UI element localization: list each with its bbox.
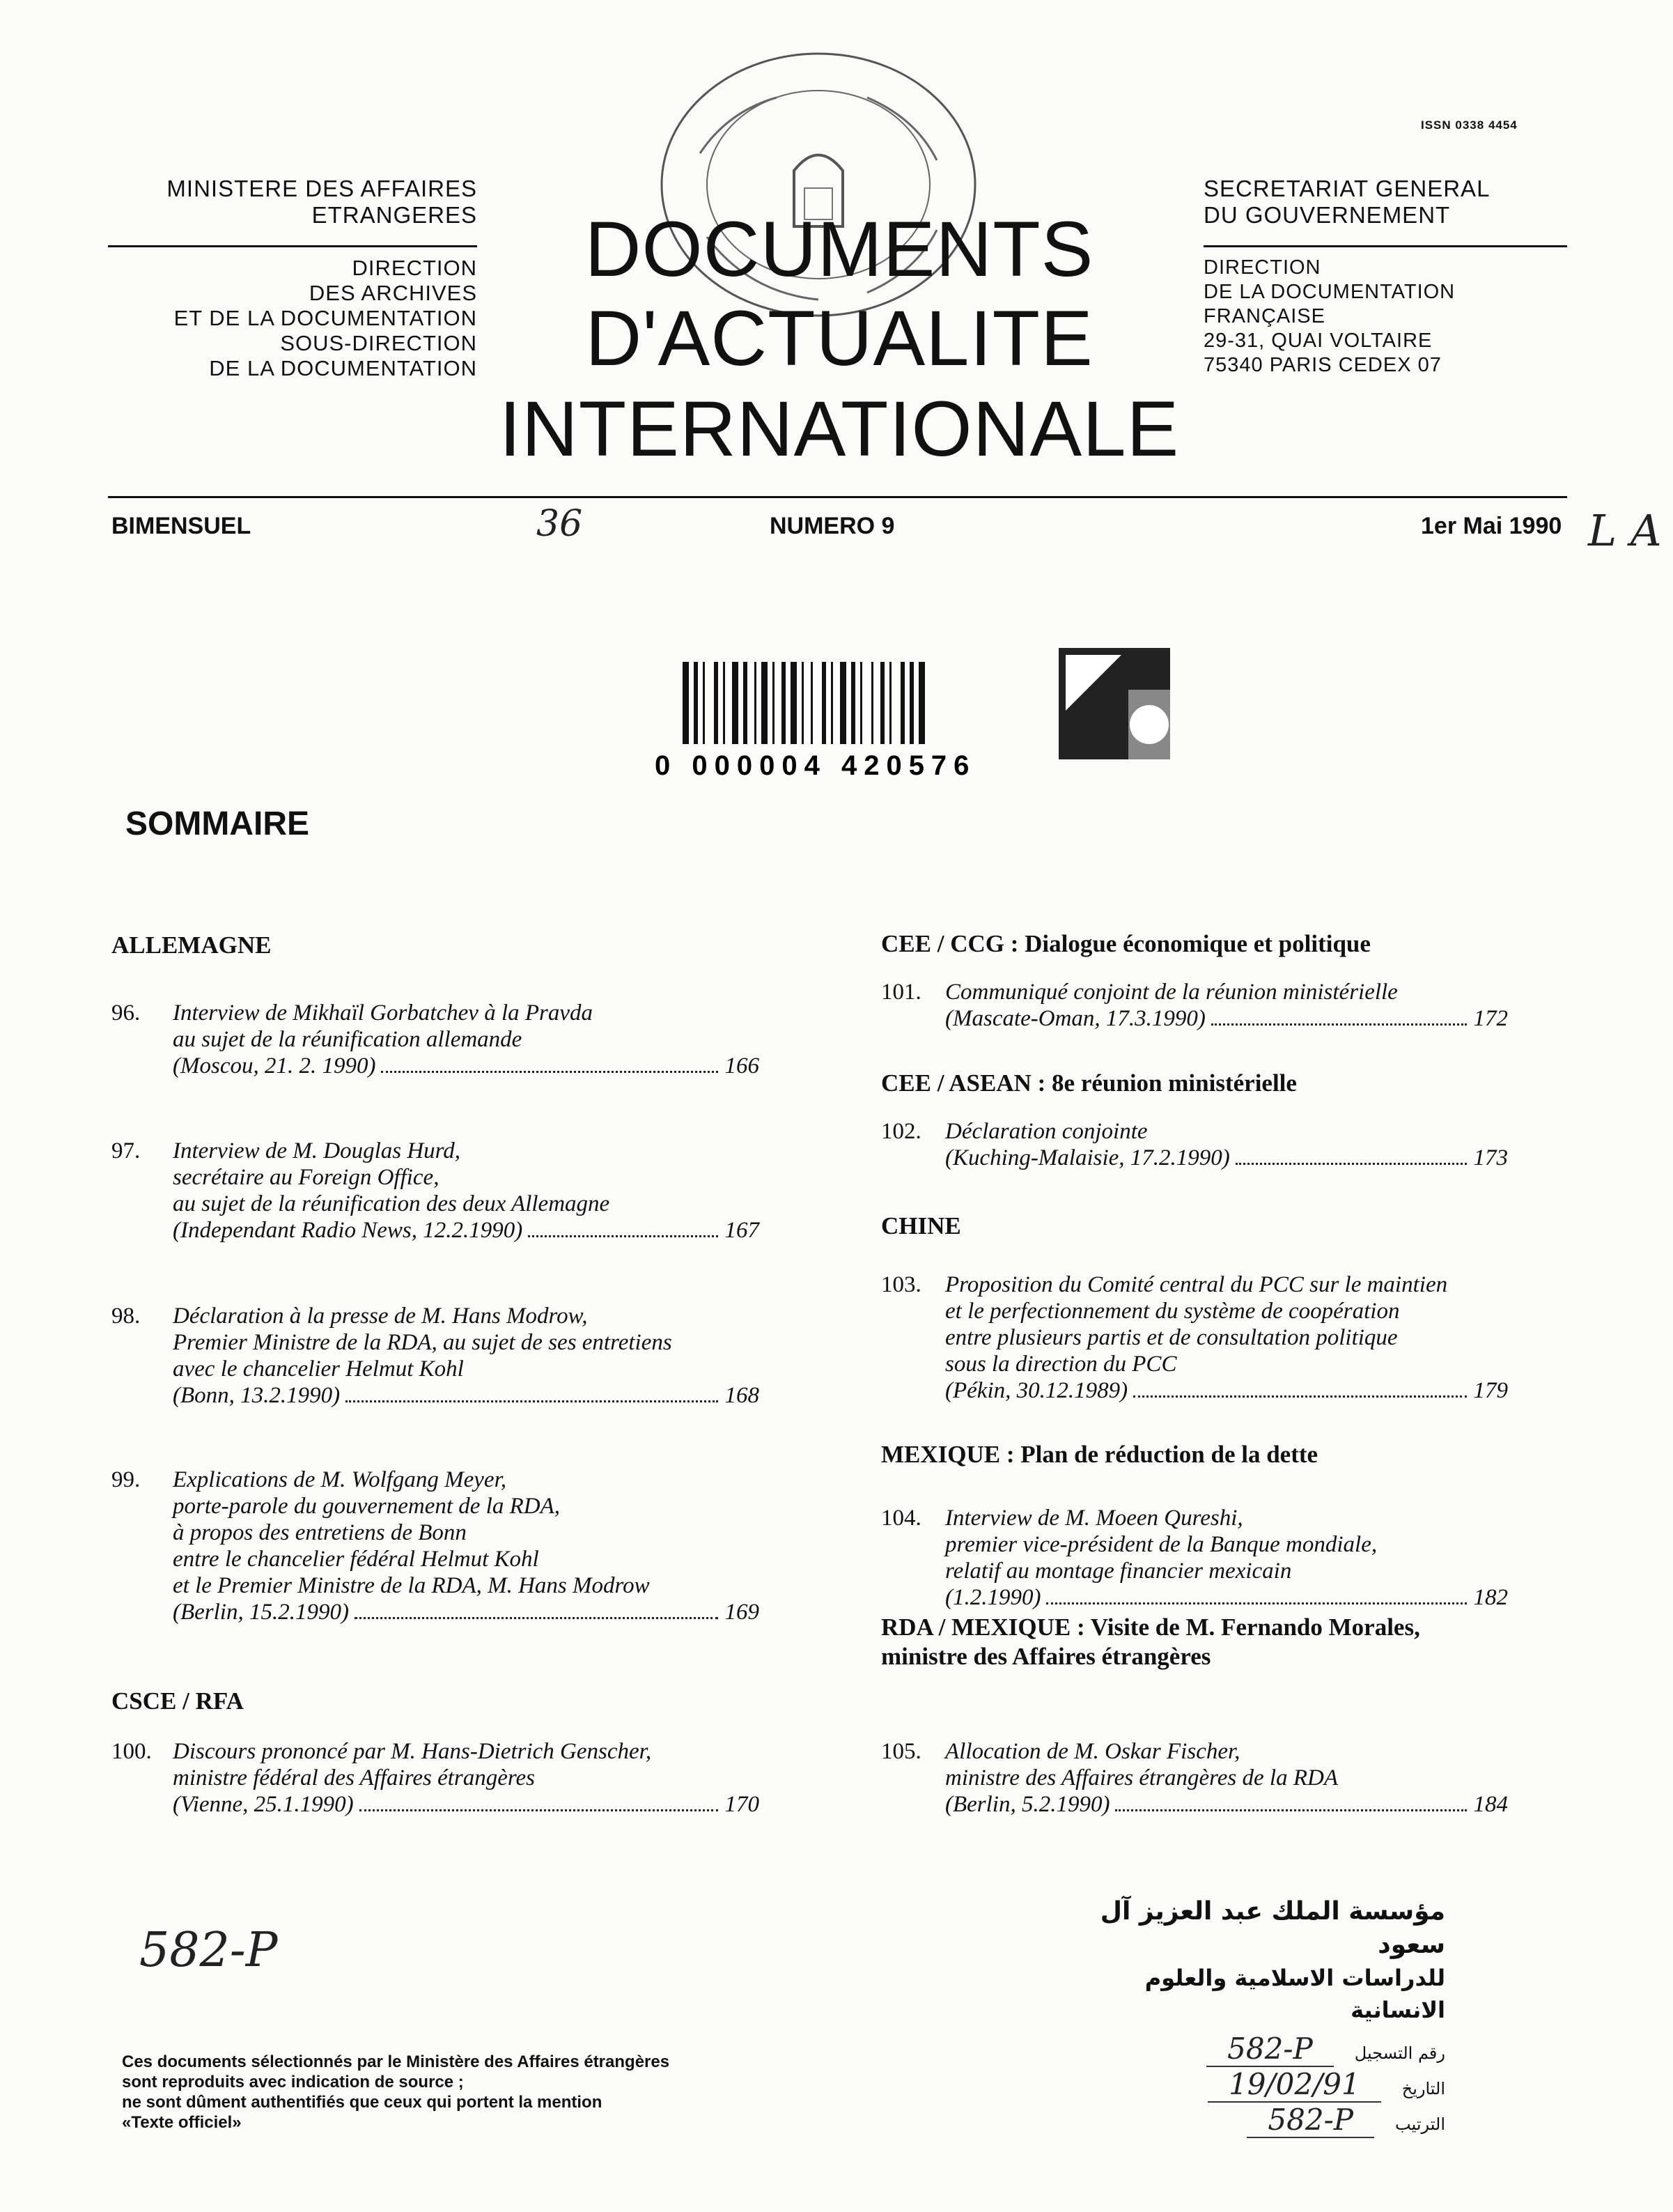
secretariat-sub-line: DIRECTION	[1204, 256, 1321, 279]
entry-line: premier vice-président de la Banque mondiale,	[945, 1532, 1378, 1557]
entry-line: et le Premier Ministre de la RDA, M. Hans Modrow	[173, 1573, 650, 1598]
frequency: BIMENSUEL	[111, 513, 251, 539]
entry-line: (Bonn, 13.2.1990)	[173, 1383, 341, 1408]
issue-date: 1er Mai 1990	[1421, 513, 1562, 539]
handwritten-mark: L A	[1588, 505, 1662, 556]
entry-page: 167	[724, 1218, 759, 1243]
entry-line: (Berlin, 15.2.1990)	[173, 1600, 349, 1625]
entry-page: 166	[724, 1053, 759, 1078]
entry-number: 101.	[881, 980, 921, 1005]
entry-line: Discours prononcé par M. Hans-Dietrich Genscher,	[173, 1739, 652, 1764]
entry-number: 100.	[111, 1739, 152, 1764]
secretariat-sub-line: FRANÇAISE	[1204, 305, 1325, 327]
entry-line: (Berlin, 5.2.1990)	[945, 1792, 1110, 1817]
entry-page: 170	[724, 1792, 759, 1817]
entry-line: sous la direction du PCC	[945, 1352, 1177, 1377]
barcode-bar	[860, 662, 862, 744]
footnote-line: ne sont dûment authentifiés que ceux qui portent la mention	[122, 2093, 602, 2112]
entry-line: Déclaration à la presse de M. Hans Modrow,	[173, 1304, 588, 1329]
entry-line: (Vienne, 25.1.1990)	[173, 1792, 354, 1817]
barcode-bar	[822, 662, 826, 744]
section-mexique: MEXIQUE : Plan de réduction de la dette	[881, 1441, 1318, 1468]
entry-line: au sujet de la réunification des deux Allemagne	[173, 1191, 610, 1216]
entry-line: (Pékin, 30.12.1989)	[945, 1378, 1128, 1403]
entry-number: 99.	[111, 1467, 141, 1492]
footnote-line: «Texte officiel»	[122, 2113, 242, 2132]
secretariat-line-2: DU GOUVERNEMENT	[1204, 202, 1451, 228]
entry-line: Interview de M. Moeen Qureshi,	[945, 1506, 1243, 1531]
entry-page: 172	[1473, 1006, 1508, 1031]
entry-line: Premier Ministre de la RDA, au sujet de ses entretiens	[173, 1330, 672, 1355]
ministry-line-1: MINISTERE DES AFFAIRES	[166, 176, 477, 201]
secretariat-sub-line: 29-31, QUAI VOLTAIRE	[1204, 330, 1433, 352]
stamp-row	[1055, 2032, 1445, 2067]
stamp-field: رقم التسجيل	[1354, 2043, 1445, 2063]
stamp-value: 582-P	[1206, 2032, 1334, 2067]
toc-left-column	[111, 0, 808, 2212]
stamp-field: التاريخ	[1401, 2079, 1445, 2098]
entry-number: 103.	[881, 1272, 921, 1297]
secretariat-line-1: SECRETARIAT GENERAL	[1204, 176, 1491, 201]
stamp-line: مؤسسة الملك عبد العزيز آل سعود	[1100, 1897, 1445, 1959]
entry-line: Interview de M. Douglas Hurd,	[173, 1138, 461, 1163]
entry-page: 168	[724, 1383, 759, 1408]
entry-page: 184	[1473, 1792, 1508, 1817]
footnote-line: sont reproduits avec indication de source ;	[122, 2073, 464, 2091]
barcode-bar	[840, 662, 846, 744]
entry-line: (1.2.1990)	[945, 1585, 1041, 1610]
entry-line: (Kuching-Malaisie, 17.2.1990)	[945, 1145, 1230, 1170]
section-allemagne: ALLEMAGNE	[111, 931, 272, 959]
entry-line: porte-parole du gouvernement de la RDA,	[173, 1494, 560, 1519]
issue-number: NUMERO 9	[770, 513, 895, 539]
stamp-row	[1055, 2067, 1445, 2103]
barcode-bar	[831, 662, 833, 744]
section-cee-asean: CEE / ASEAN : 8e réunion ministérielle	[881, 1069, 1297, 1097]
title-line-1: DOCUMENTS	[584, 206, 1094, 293]
entry-line: entre plusieurs partis et de consultation politique	[945, 1325, 1398, 1350]
entry-line: (Mascate-Oman, 17.3.1990)	[945, 1006, 1206, 1031]
entry-line: à propos des entretiens de Bonn	[173, 1520, 467, 1545]
barcode-number: 0 000004 420576	[655, 750, 976, 780]
stamp-value: 582-P	[1247, 2103, 1374, 2138]
barcode-bar	[811, 662, 813, 744]
sommaire-heading: SOMMAIRE	[125, 805, 309, 842]
entry-line: ministre des Affaires étrangères de la RDA	[945, 1765, 1338, 1791]
directorate-line: ET DE LA DOCUMENTATION	[173, 306, 477, 330]
directorate-line: DE LA DOCUMENTATION	[209, 356, 477, 380]
entry-line: Communiqué conjoint de la réunion ministérielle	[945, 980, 1398, 1005]
section-line: RDA / MEXIQUE : Visite de M. Fernando Morales,	[881, 1614, 1420, 1641]
barcode-bar	[851, 662, 855, 744]
entry-number: 105.	[881, 1739, 921, 1764]
barcode-bar	[871, 662, 873, 744]
entry-page: 173	[1473, 1145, 1508, 1170]
entry-number: 102.	[881, 1119, 921, 1144]
entry-page: 179	[1473, 1378, 1508, 1403]
stamp-row	[1055, 2103, 1445, 2138]
section-cee-ccg: CEE / CCG : Dialogue économique et politique	[881, 930, 1371, 957]
entry-line: relatif au montage financier mexicain	[945, 1559, 1292, 1584]
stamp-field: الترتيب	[1395, 2114, 1445, 2134]
entry-line: au sujet de la réunification allemande	[173, 1027, 522, 1052]
stamp-line: للدراسات الاسلامية والعلوم الانسانية	[1144, 1965, 1445, 2023]
entry-page: 169	[724, 1600, 759, 1625]
secretariat-sub-line: 75340 PARIS CEDEX 07	[1204, 354, 1442, 376]
entry-number: 97.	[111, 1138, 141, 1163]
stamp-value: 19/02/91	[1208, 2067, 1381, 2103]
secretariat-sub-line: DE LA DOCUMENTATION	[1204, 281, 1456, 303]
entry-line: et le perfectionnement du système de coopération	[945, 1299, 1400, 1324]
directorate-line: DES ARCHIVES	[309, 281, 477, 305]
directorate-line: DIRECTION	[352, 256, 477, 280]
entry-page: 182	[1473, 1585, 1508, 1610]
title-line-2: D'ACTUALITE	[585, 295, 1094, 382]
section-line: ministre des Affaires étrangères	[881, 1643, 1211, 1670]
footnote	[122, 2052, 669, 2133]
title-line-3: INTERNATIONALE	[499, 385, 1180, 472]
section-csce-rfa: CSCE / RFA	[111, 1687, 244, 1715]
handwritten-number: 36	[536, 503, 583, 545]
entry-line: Explications de M. Wolfgang Meyer,	[173, 1467, 507, 1492]
entry-line: secrétaire au Foreign Office,	[173, 1165, 439, 1190]
entry-line: Déclaration conjointe	[945, 1119, 1148, 1144]
toc-right-column	[881, 0, 1578, 2212]
entry-line: ministre fédéral des Affaires étrangères	[173, 1765, 535, 1791]
entry-number: 96.	[111, 1000, 141, 1026]
entry-line: entre le chancelier fédéral Helmut Kohl	[173, 1547, 539, 1572]
entry-line: Proposition du Comité central du PCC sur le maintien	[945, 1272, 1448, 1297]
footnote-line: Ces documents sélectionnés par le Ministère des Affaires étrangères	[122, 2052, 670, 2071]
ministry-line-2: ETRANGERES	[311, 202, 477, 228]
entry-line: (Independant Radio News, 12.2.1990)	[173, 1218, 523, 1243]
handwritten-reference: 582-P	[139, 1923, 278, 1978]
library-registration-stamp	[1055, 1895, 1445, 2138]
section-rda-mexique	[881, 1613, 1420, 1671]
entry-number: 98.	[111, 1304, 141, 1329]
entry-line: avec le chancelier Helmut Kohl	[173, 1356, 464, 1382]
entry-line: Interview de Mikhaïl Gorbatchev à la Pravda	[173, 1000, 593, 1026]
issn: ISSN 0338 4454	[1421, 118, 1518, 132]
entry-line: (Moscou, 21. 2. 1990)	[173, 1053, 376, 1078]
directorate-line: SOUS-DIRECTION	[280, 331, 477, 355]
entry-line: Allocation de M. Oskar Fischer,	[945, 1739, 1240, 1764]
section-chine: CHINE	[881, 1212, 961, 1239]
entry-number: 104.	[881, 1506, 921, 1531]
